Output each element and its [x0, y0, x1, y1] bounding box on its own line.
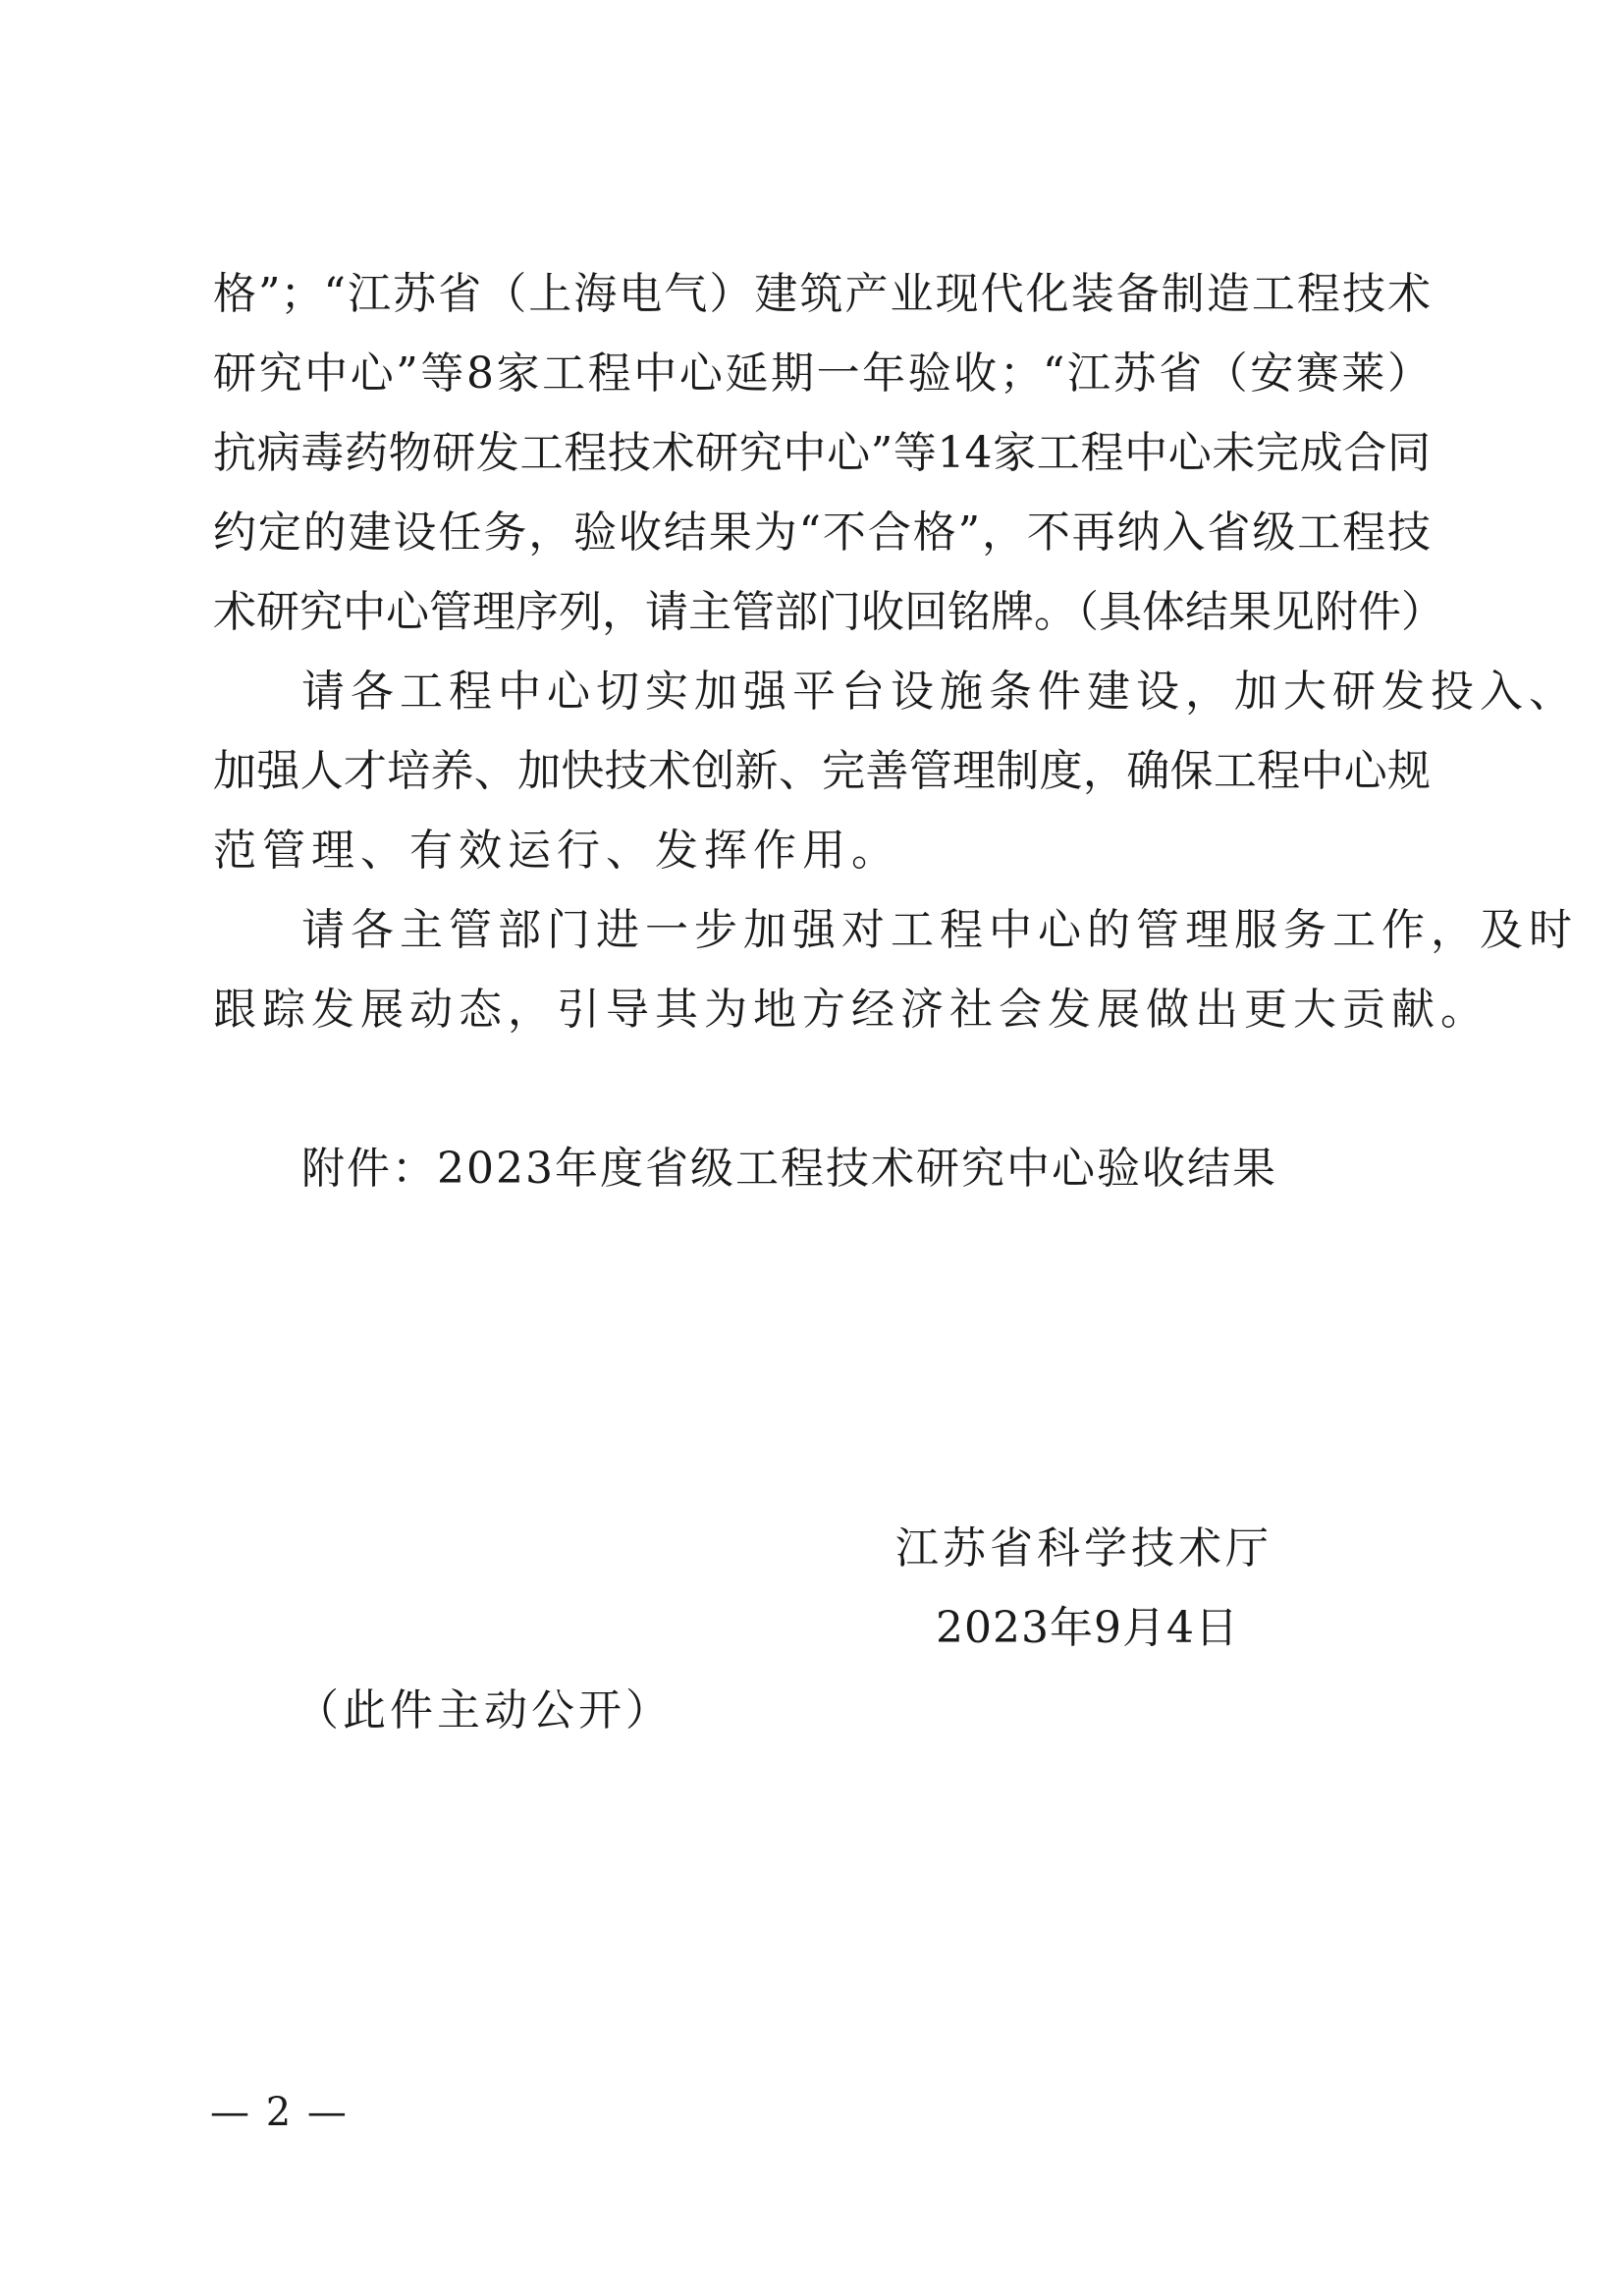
body-line-8: 范管理、有效运行、发挥作用。	[213, 826, 900, 876]
body-line-10: 跟踪发展动态，引导其为地方经济社会发展做出更大贡献。	[213, 985, 1489, 1035]
body-line-6: 请各工程中心切实加强平台设施条件建设，加大研发投入、	[301, 667, 1578, 717]
body-line-7: 加强人才培养、加快技术创新、完善管理制度，确保工程中心规	[213, 746, 1431, 796]
disclosure-note: （此件主动公开）	[296, 1685, 673, 1735]
body-line-5: 术研究中心管理序列，请主管部门收回铭牌。（具体结果见附件）	[213, 587, 1444, 637]
body-line-4: 约定的建设任务，验收结果为“不合格”，不再纳入省级工程技	[213, 507, 1431, 558]
signature-date: 2023年9月4日	[936, 1603, 1239, 1653]
attachment-line: 附件：2023年度省级工程技术研究中心验收结果	[301, 1144, 1277, 1194]
body-line-2: 研究中心”等8家工程中心延期一年验收；“江苏省（安赛莱）	[213, 348, 1431, 399]
page-number: — 2 —	[210, 2090, 349, 2135]
body-line-3: 抗病毒药物研发工程技术研究中心”等14家工程中心未完成合同	[213, 428, 1431, 478]
body-line-1: 格”；“江苏省（上海电气）建筑产业现代化装备制造工程技术	[213, 269, 1431, 319]
body-line-9: 请各主管部门进一步加强对工程中心的管理服务工作，及时	[301, 905, 1578, 955]
signature-organization: 江苏省科学技术厅	[895, 1523, 1272, 1574]
